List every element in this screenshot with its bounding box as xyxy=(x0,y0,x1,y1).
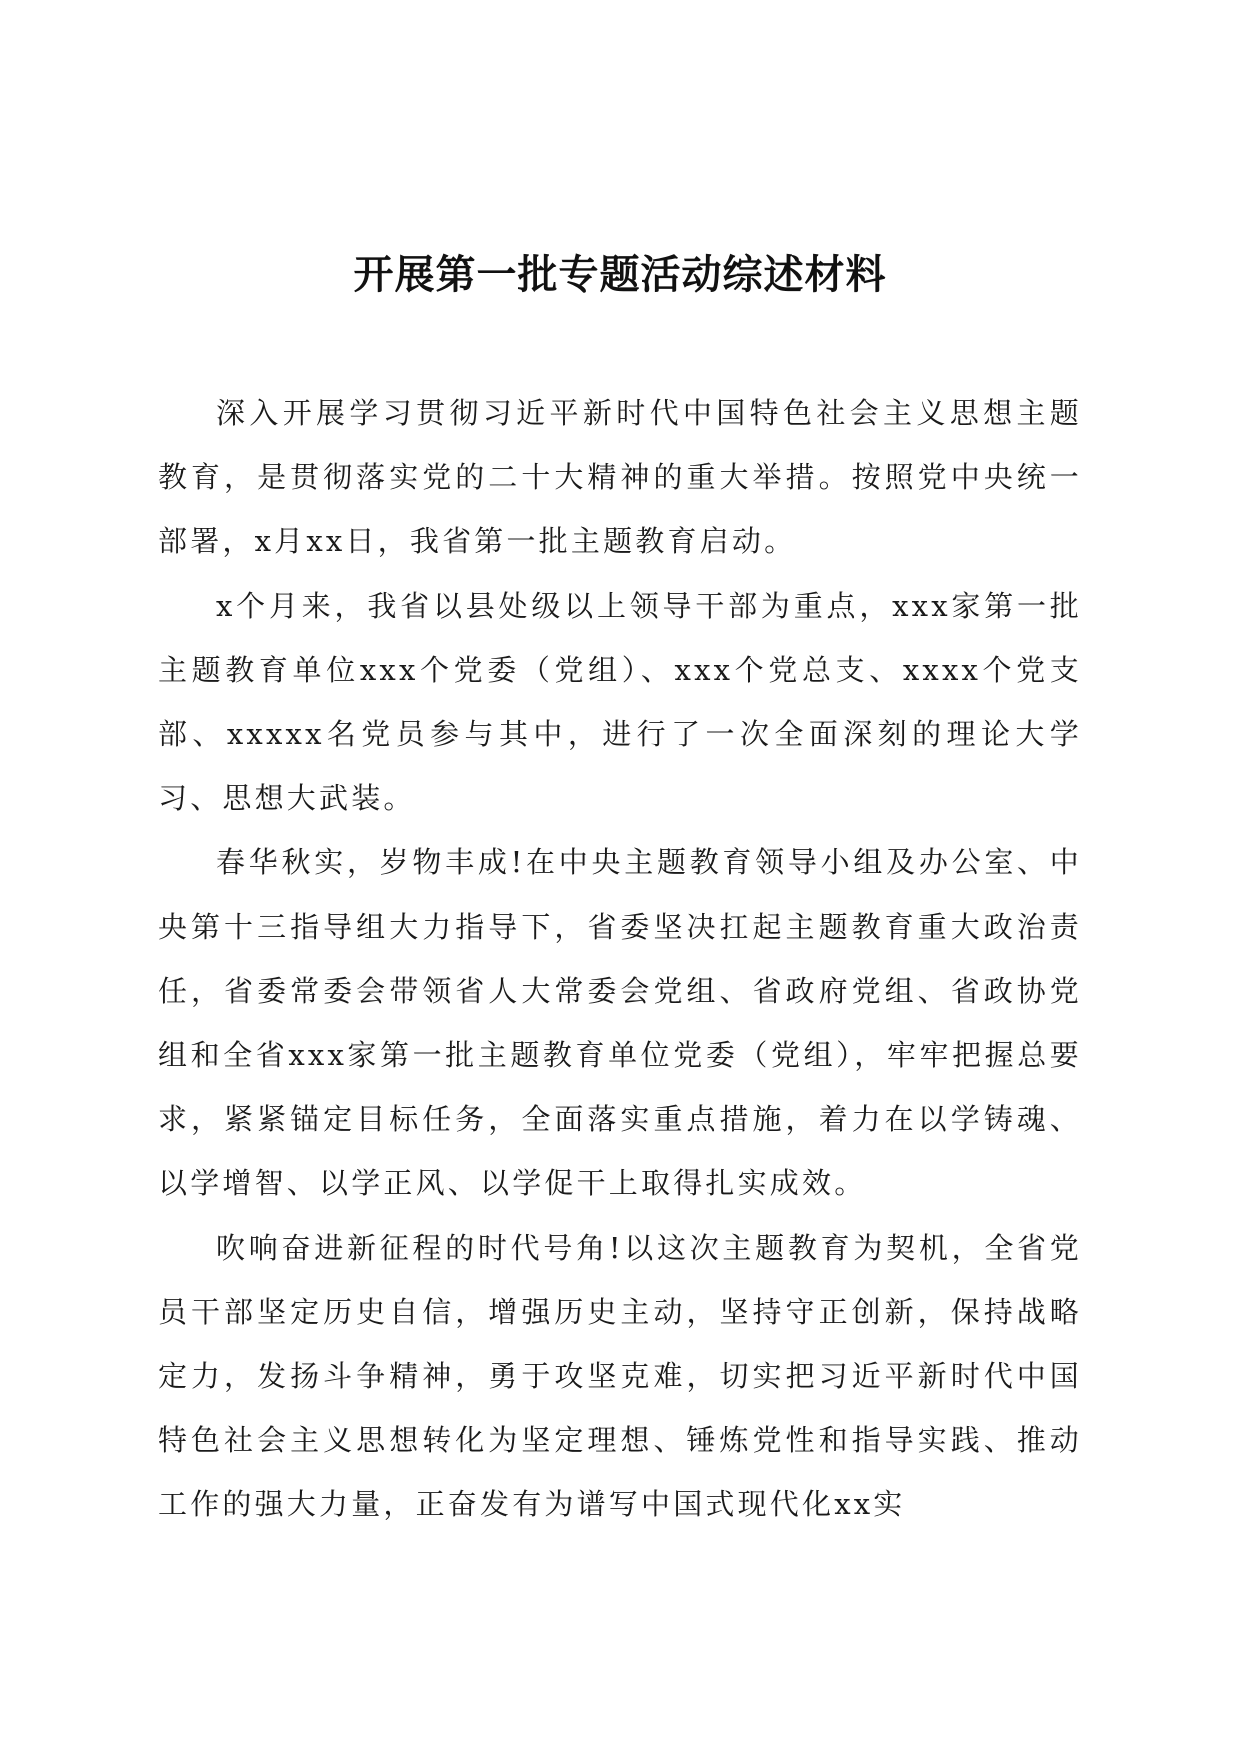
paragraph-2: x个月来，我省以县处级以上领导干部为重点，xxx家第一批主题教育单位xxx个党委（党组）、xxx个党总支、xxxx个党支部、xxxxx名党员参与其中，进行了一次全面深刻的理论大学习、思想大武装。 xyxy=(158,588,1082,816)
document-body xyxy=(158,381,1082,1537)
paragraph-1: 深入开展学习贯彻习近平新时代中国特色社会主义思想主题教育，是贯彻落实党的二十大精神的重大举措。按照党中央统一部署，x月xx日，我省第一批主题教育启动。 xyxy=(158,396,1082,559)
document-title: 开展第一批专题活动综述材料 xyxy=(353,251,887,298)
paragraph-4: 吹响奋进新征程的时代号角!以这次主题教育为契机，全省党员干部坚定历史自信，增强历史主动，坚持守正创新，保持战略定力，发扬斗争精神，勇于攻坚克难，切实把习近平新时代中国特色社会主义思想转化为坚定理想、锤炼党性和指导实践、推动工作的强大力量，正奋发有为谱写中国式现代化xx实 xyxy=(158,1230,1082,1522)
paragraph-3: 春华秋实，岁物丰成!在中央主题教育领导小组及办公室、中央第十三指导组大力指导下，省委坚决扛起主题教育重大政治责任，省委常委会带领省人大常委会党组、省政府党组、省政协党组和全省xxx家第一批主题教育单位党委（党组），牢牢把握总要求，紧紧锚定目标任务，全面落实重点措施，着力在以学铸魂、以学增智、以学正风、以学促干上取得扎实成效。 xyxy=(158,845,1082,1201)
